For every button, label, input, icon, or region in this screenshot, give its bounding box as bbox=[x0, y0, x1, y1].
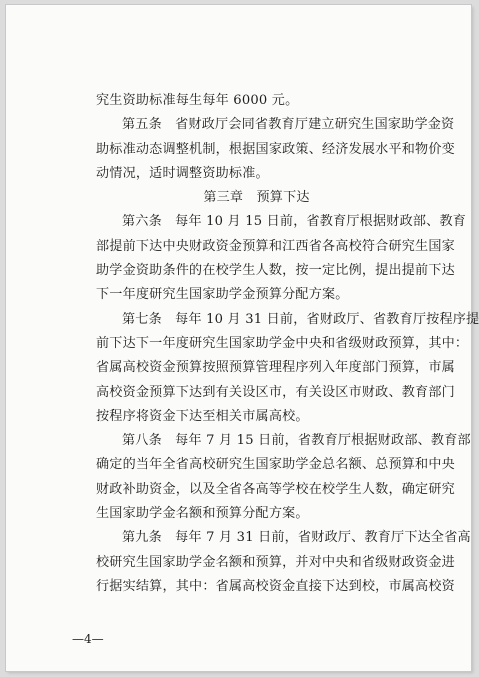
article-8-line-1: 第八条 每年 7 月 15 日前，省教育厅根据财政部、教育部 bbox=[122, 433, 471, 449]
article-6-line-3: 助学金资助条件的在校学生人数，按一定比例，提出提前下达 bbox=[96, 263, 455, 279]
article-5-line-3: 动情况，适时调整资助标准。 bbox=[96, 165, 269, 181]
document-body bbox=[96, 89, 479, 599]
article-5-line-2: 助标准动态调整机制，根据国家政策、经济发展水平和物价变 bbox=[96, 141, 455, 157]
article-8-line-2: 确定的当年全省高校研究生国家助学金总名额、总预算和中央 bbox=[96, 457, 455, 473]
article-8-line-4: 生国家助学金名额和预算分配方案。 bbox=[96, 506, 309, 522]
page-number: —4— bbox=[72, 632, 104, 646]
article-7-line-1: 第七条 每年 10 月 31 日前，省财政厅、省教育厅按程序提 bbox=[122, 311, 479, 327]
article-9-line-1: 第九条 每年 7 月 31 日前，省财政厅、教育厅下达全省高 bbox=[122, 530, 471, 546]
article-6-line-2: 部提前下达中央财政资金预算和江西省各高校符合研究生国家 bbox=[96, 238, 455, 254]
article-7-line-4: 高校资金预算下达到有关设区市，有关设区市财政、教育部门 bbox=[96, 384, 455, 400]
article-7-line-5: 按程序将资金下达至相关市属高校。 bbox=[96, 408, 309, 424]
article-6-line-1: 第六条 每年 10 月 15 日前，省教育厅根据财政部、教育 bbox=[122, 214, 467, 230]
article-9-line-3: 行据实结算，其中：省属高校资金直接下达到校，市属高校资 bbox=[96, 578, 455, 594]
chapter-heading: 第三章 预算下达 bbox=[203, 190, 310, 206]
text-line: 究生资助标准每生每年 6000 元。 bbox=[96, 93, 299, 108]
article-5-line-1: 第五条 省财政厅会同省教育厅建立研究生国家助学金资 bbox=[122, 117, 455, 133]
document-page bbox=[6, 5, 479, 671]
article-7-line-2: 前下达下一年度研究生国家助学金中央和省级财政预算，其中： bbox=[96, 335, 469, 351]
article-8-line-3: 财政补助资金，以及全省各高等学校在校学生人数，确定研究 bbox=[96, 481, 455, 497]
article-7-line-3: 省属高校资金预算按照预算管理程序列入年度部门预算，市属 bbox=[96, 360, 455, 376]
article-9-line-2: 校研究生国家助学金名额和预算，并对中央和省级财政资金进 bbox=[96, 554, 455, 570]
article-6-line-4: 下一年度研究生国家助学金预算分配方案。 bbox=[96, 287, 349, 303]
